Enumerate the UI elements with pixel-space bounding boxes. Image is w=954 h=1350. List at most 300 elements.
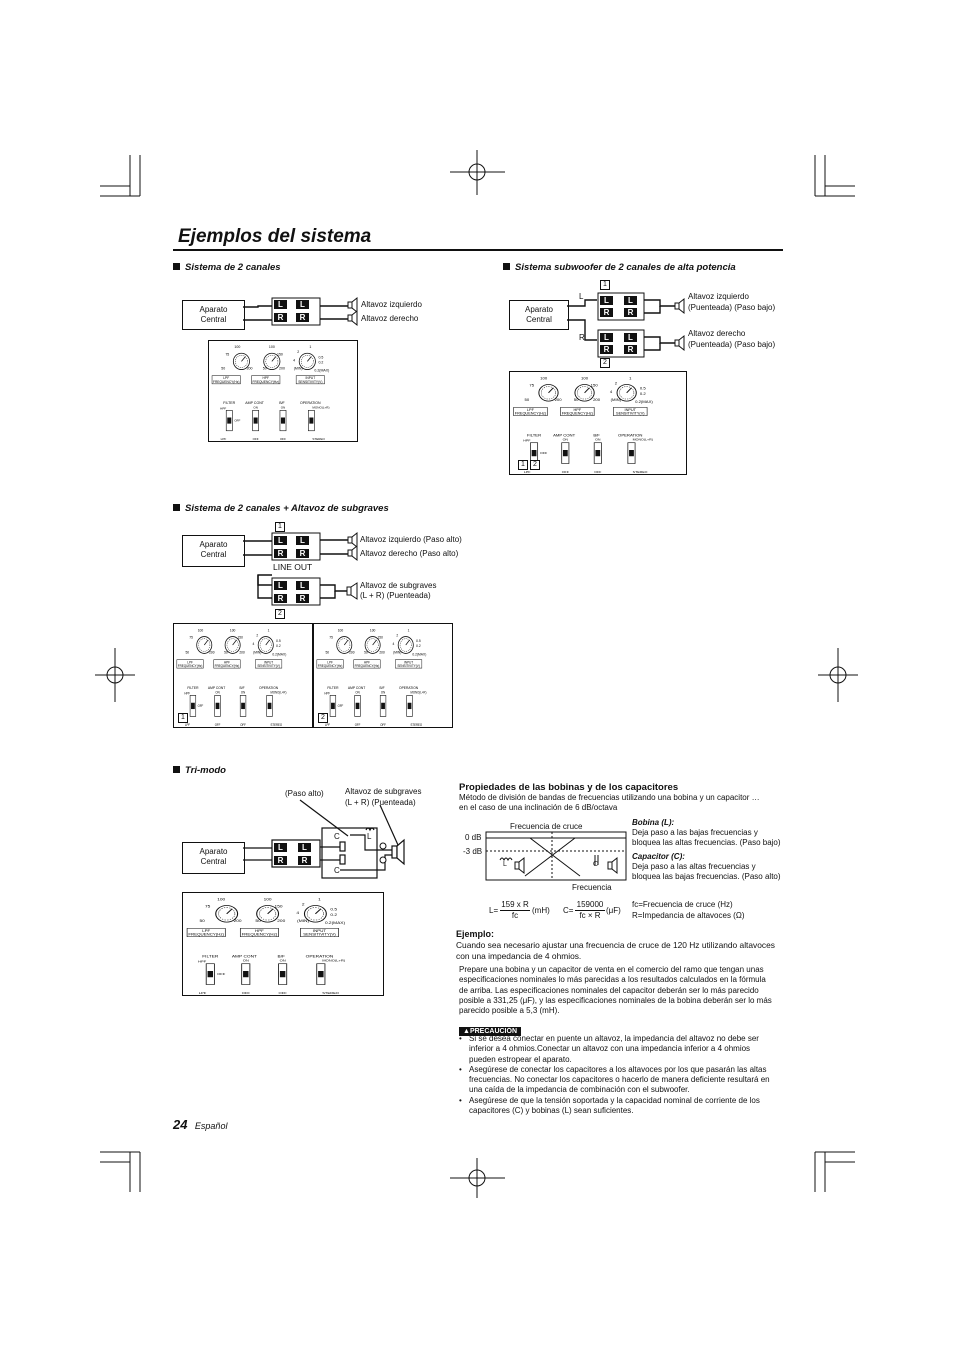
svg-text:100: 100 (234, 345, 241, 350)
svg-text:HPF: HPF (573, 408, 582, 412)
page-language: Español (194, 1121, 228, 1131)
channel-L-badge: L (296, 536, 309, 545)
svg-text:OFF: OFF (380, 722, 386, 727)
svg-text:ON: ON (279, 959, 286, 963)
svg-text:OPERATION: OPERATION (399, 685, 419, 691)
caution-line: • Si se desea conectar en puente un altavoz, la impedancia del altavoz no debe ser (469, 1034, 759, 1043)
formula-C-numerator: 159000 (575, 900, 605, 911)
svg-text:MONO(L+R): MONO(L+R) (270, 690, 287, 695)
svg-text:100: 100 (197, 628, 204, 633)
coils-heading: Propiedades de las bobinas y de los capacitores (459, 782, 679, 793)
right-high-label: Altavoz derecho (Paso alto) (360, 549, 459, 558)
svg-text:LPF: LPF (526, 408, 534, 412)
warning-icon: ▲ (463, 1028, 470, 1035)
svg-text:FILTER: FILTER (526, 432, 542, 438)
svg-text:INPUT: INPUT (264, 660, 274, 665)
svg-text:MONO(L+R): MONO(L+R) (322, 959, 346, 963)
svg-text:HPF: HPF (324, 691, 331, 696)
caution-item (459, 1096, 784, 1117)
svg-text:ON: ON (355, 690, 360, 695)
caution-line: • Asegúrese de que la tensión soportada y la capacidad nominal de corriente de los (469, 1095, 760, 1105)
svg-text:200: 200 (593, 397, 601, 403)
channel-R-out-badge: R (296, 313, 309, 322)
svg-text:FREQUENCY(Hz): FREQUENCY(Hz) (514, 411, 547, 416)
channel-L-badge: L (600, 296, 613, 305)
graph-cap-C-label: C (593, 861, 599, 868)
svg-text:OPERATION: OPERATION (618, 432, 643, 438)
crossover-label: Frecuencia de cruce (510, 822, 583, 831)
section-heading-tri-mode (173, 765, 226, 776)
svg-text:ON: ON (380, 690, 386, 695)
svg-text:AMP CONT: AMP CONT (231, 954, 257, 959)
caution-label: PRECAUCIÓN (469, 1028, 517, 1035)
coils-intro-2: en el caso de una inclinación de 6 dB/octava (459, 803, 618, 812)
svg-text:B/F: B/F (239, 685, 245, 691)
section-heading-subwoofer (503, 262, 736, 273)
svg-text:50: 50 (262, 366, 267, 371)
caution-list (459, 1034, 784, 1116)
svg-text:HPF: HPF (184, 691, 191, 696)
svg-text:2: 2 (301, 902, 305, 907)
svg-text:0.2: 0.2 (318, 360, 324, 365)
amp-control-panel (208, 340, 358, 442)
svg-text:LPF: LPF (220, 436, 227, 441)
svg-text:SENSITIVITY(V): SENSITIVITY(V) (257, 663, 280, 669)
svg-text:B/F: B/F (277, 954, 285, 959)
svg-text:INPUT: INPUT (305, 376, 316, 381)
head-unit-label-1: Aparato (199, 305, 228, 314)
square-bullet-icon (173, 504, 180, 511)
svg-text:50: 50 (221, 366, 226, 371)
example-lead (456, 940, 775, 962)
section-heading-two-channel-sub (173, 503, 389, 514)
svg-text:FILTER: FILTER (202, 954, 219, 959)
svg-text:50: 50 (255, 918, 261, 923)
amp-panel-drawing (183, 893, 385, 997)
svg-text:FREQUENCY(Hz): FREQUENCY(Hz) (317, 663, 343, 669)
svg-text:INPUT: INPUT (312, 928, 327, 933)
svg-text:FREQUENCY(Hz): FREQUENCY(Hz) (212, 379, 240, 384)
example-body-4: posible a 331,25 (μF), y las especificaciones nominales de la bobina deberán ser lo más (459, 995, 772, 1005)
svg-text:STEREO: STEREO (312, 436, 325, 441)
db0-label: 0 dB (465, 833, 482, 842)
svg-text:FREQUENCY(Hz): FREQUENCY(Hz) (252, 379, 279, 384)
svg-text:1: 1 (309, 345, 312, 350)
example-body-1: Prepare una bobina y un capacitor de venta en el comercio del ramo que tengan unas (459, 965, 764, 974)
svg-text:SENSITIVITY(V): SENSITIVITY(V) (616, 411, 645, 416)
svg-text:100: 100 (581, 375, 589, 381)
svg-text:LPF: LPF (223, 376, 230, 381)
channel-R-badge: R (624, 308, 637, 317)
head-unit-box (182, 300, 245, 330)
svg-text:4: 4 (609, 389, 613, 394)
svg-text:STEREO: STEREO (322, 991, 339, 995)
head-unit-label-1: Aparato (199, 847, 228, 856)
example-body (459, 965, 772, 1016)
svg-text:1: 1 (318, 896, 321, 902)
section-heading-two-channel (173, 262, 281, 273)
svg-text:100: 100 (263, 896, 272, 902)
svg-text:OFF: OFF (241, 991, 250, 995)
channel-R-badge: R (274, 856, 287, 865)
left-bridged-label-1: Altavoz izquierdo (688, 292, 749, 301)
channel-L-badge: L (274, 843, 287, 852)
svg-text:OPERATION: OPERATION (305, 954, 334, 959)
formula-L-prefix: L= (489, 906, 499, 915)
svg-text:ON: ON (562, 437, 569, 442)
svg-text:OFF: OFF (594, 470, 602, 474)
svg-text:OFF: OFF (279, 436, 287, 441)
square-bullet-icon (503, 263, 510, 270)
svg-text:(MIN): (MIN) (297, 918, 310, 923)
section-label: Sistema subwoofer de 2 canales de alta potencia (515, 262, 736, 273)
right-bridged-label-1: Altavoz derecho (688, 329, 746, 338)
svg-text:50: 50 (524, 397, 530, 403)
left-speaker-label: Altavoz izquierdo (361, 300, 422, 309)
svg-text:150: 150 (590, 382, 598, 388)
svg-text:B/F: B/F (279, 401, 285, 406)
capacitor-C-label: C (334, 832, 340, 841)
svg-text:75: 75 (225, 352, 230, 357)
svg-text:OFF: OFF (354, 722, 361, 727)
amp-control-panel (509, 371, 687, 475)
svg-text:OFF: OFF (240, 722, 246, 727)
head-unit-label-2: Central (200, 857, 227, 866)
svg-text:LPF: LPF (184, 722, 191, 727)
svg-text:INPUT: INPUT (624, 408, 637, 412)
L-input-label: L (579, 292, 584, 301)
svg-text:OFF: OFF (278, 991, 287, 995)
amp-number-2: 2 (275, 609, 285, 619)
page-title: Ejemplos del sistema (178, 226, 372, 247)
svg-text:HPF: HPF (220, 406, 227, 411)
title-rule (173, 249, 783, 251)
svg-text:FREQUENCY(Hz): FREQUENCY(Hz) (188, 932, 225, 937)
speaker-icon (674, 336, 688, 350)
svg-text:0.2: 0.2 (276, 643, 281, 649)
example-lead-2: con una impedancia de 4 ohmios. (456, 951, 582, 961)
svg-text:FILTER: FILTER (187, 685, 199, 691)
svg-text:0.2: 0.2 (416, 643, 421, 649)
svg-text:1: 1 (407, 628, 410, 633)
svg-text:OFF: OFF (217, 972, 226, 977)
svg-text:0.5: 0.5 (639, 385, 646, 391)
example-heading: Ejemplo: (456, 929, 495, 939)
svg-text:OPERATION: OPERATION (300, 401, 321, 406)
svg-text:100: 100 (369, 628, 376, 633)
svg-text:150: 150 (377, 635, 383, 640)
svg-text:2: 2 (256, 633, 259, 638)
svg-text:150: 150 (237, 635, 243, 640)
svg-text:0.2: 0.2 (330, 912, 338, 917)
panel-number-label: 1 (178, 713, 188, 723)
svg-text:FILTER: FILTER (223, 401, 236, 406)
channel-R-badge: R (600, 308, 613, 317)
svg-text:B/F: B/F (379, 685, 385, 691)
channel-R-badge: R (274, 549, 287, 558)
channel-R-badge: R (296, 594, 309, 603)
paso-alto-label: (Paso alto) (285, 789, 324, 798)
svg-text:0.5: 0.5 (318, 355, 324, 360)
channel-L-badge: L (274, 536, 287, 545)
svg-text:OFF: OFF (252, 436, 259, 441)
svg-text:200: 200 (554, 397, 562, 403)
svg-text:150: 150 (274, 904, 283, 909)
svg-text:MONO(L+R): MONO(L+R) (632, 437, 653, 442)
bobina-desc-1: Deja paso a las bajas frecuencias y (632, 828, 758, 837)
page-number: 24 (173, 1117, 188, 1132)
svg-text:200: 200 (239, 650, 245, 655)
amp-panel-drawing (314, 624, 454, 729)
channel-R-badge: R (274, 594, 287, 603)
square-bullet-icon (173, 263, 180, 270)
formula-C-unit: (μF) (606, 906, 621, 915)
svg-text:200: 200 (279, 366, 285, 371)
svg-text:0.5: 0.5 (416, 638, 421, 643)
svg-text:4: 4 (392, 641, 395, 647)
formula-C-prefix: C= (563, 906, 574, 915)
svg-text:HPF: HPF (255, 928, 264, 933)
head-unit-label-2: Central (200, 315, 227, 324)
svg-text:STEREO: STEREO (410, 722, 423, 727)
svg-text:AMP CONT: AMP CONT (245, 401, 264, 406)
amp-control-panel (313, 623, 453, 728)
svg-text:200: 200 (277, 918, 286, 923)
svg-text:OFF: OFF (561, 470, 569, 474)
svg-text:OFF: OFF (234, 418, 241, 423)
capacitor-desc-1: Deja paso a las altas frecuencias y (632, 862, 756, 871)
line-out-label: LINE OUT (273, 562, 313, 572)
svg-text:100: 100 (217, 896, 226, 902)
svg-text:SENSITIVITY(V): SENSITIVITY(V) (397, 663, 420, 669)
left-bridged-label-2: (Puenteada) (Paso bajo) (688, 303, 776, 312)
square-bullet-icon (173, 766, 180, 773)
head-unit-box-2 (509, 300, 569, 330)
svg-text:50: 50 (185, 650, 190, 655)
svg-text:OFF: OFF (337, 703, 344, 709)
formula-L-unit: (mH) (532, 906, 550, 915)
channel-R-badge: R (298, 856, 311, 865)
amp-control-panel (173, 623, 313, 728)
svg-text:0.2(MAX): 0.2(MAX) (272, 652, 287, 657)
head-unit-box-3 (182, 535, 245, 567)
formula-legend-2: R=Impedancia de altavoces (Ω) (632, 911, 745, 920)
formula-C-denominator: fc × R (579, 911, 601, 920)
svg-text:50: 50 (199, 918, 205, 923)
right-bridged-label-2: (Puenteada) (Paso bajo) (688, 340, 776, 349)
svg-text:ON: ON (215, 690, 220, 695)
svg-text:STEREO: STEREO (632, 470, 648, 474)
panel-number-label: 2 (318, 713, 328, 723)
caution-line: frecuencias. No conectar los capacitores o hacerlo de manera deficiente resultará en (469, 1075, 770, 1085)
svg-text:HPF: HPF (523, 438, 531, 443)
svg-text:LPF: LPF (327, 660, 333, 665)
svg-text:OFF: OFF (197, 703, 204, 709)
svg-text:0.2(MAX): 0.2(MAX) (314, 368, 330, 373)
channel-R-badge: R (296, 549, 309, 558)
svg-text:0.5: 0.5 (276, 638, 281, 643)
svg-text:75: 75 (204, 904, 211, 909)
svg-text:HPF: HPF (262, 376, 269, 381)
svg-text:150: 150 (276, 352, 283, 357)
right-speaker-label: Altavoz derecho (361, 314, 419, 323)
svg-text:OFF: OFF (540, 451, 548, 456)
head-unit-label-2: Central (200, 550, 227, 559)
caution-line: capacitores (C) y bobinas (L) sean suficientes. (469, 1106, 634, 1116)
caution-line: pueden estropear el aparato. (469, 1054, 572, 1064)
svg-text:ON: ON (253, 405, 258, 410)
section-label: Tri-modo (185, 765, 226, 776)
caution-item (459, 1065, 784, 1096)
svg-text:AMP CONT: AMP CONT (347, 685, 366, 691)
channel-R-badge: R (600, 345, 613, 354)
channel-L-out-badge: L (296, 300, 309, 309)
R-input-label: R (579, 333, 585, 342)
amp-number-1: 1 (600, 280, 610, 290)
head-unit-box-4 (182, 842, 245, 874)
formula-L-denominator: fc (511, 911, 519, 920)
svg-text:2: 2 (297, 350, 300, 355)
svg-text:0.2(MAX): 0.2(MAX) (412, 652, 427, 657)
svg-text:HPF: HPF (198, 960, 207, 964)
head-unit-label-2: Central (526, 315, 552, 324)
svg-text:100: 100 (268, 345, 275, 350)
svg-text:STEREO: STEREO (270, 722, 283, 727)
svg-text:HPF: HPF (363, 660, 370, 665)
caution-line: inferior a 4 ohmios.Conectar un altavoz con una impedancia inferior a 4 ohmios (469, 1044, 751, 1054)
svg-text:LPF: LPF (198, 991, 207, 995)
svg-text:INPUT: INPUT (404, 660, 414, 665)
sub-label-1: Altavoz de subgraves (360, 581, 437, 590)
channel-L-badge: L (274, 581, 287, 590)
svg-text:0.2(MAX): 0.2(MAX) (635, 399, 653, 405)
subwoofer-icon (346, 583, 360, 599)
svg-text:1: 1 (267, 628, 270, 633)
channel-R-badge: R (274, 313, 287, 322)
svg-text:2: 2 (614, 380, 618, 386)
svg-text:ON: ON (240, 690, 246, 695)
channel-R-badge: R (624, 345, 637, 354)
svg-text:FREQUENCY(Hz): FREQUENCY(Hz) (241, 932, 278, 937)
amp-panel-drawing (209, 341, 359, 443)
section-label: Sistema de 2 canales + Altavoz de subgraves (185, 503, 389, 514)
formula-L-numerator: 159 x R (500, 900, 530, 911)
caution-line: una caída de la impedancia de combinación con el subwoofer. (469, 1085, 690, 1095)
formula-legend-1: fc=Frecuencia de cruce (Hz) (632, 900, 733, 909)
svg-text:200: 200 (246, 366, 253, 371)
example-body-3: de arriba. Las especificaciones nominales del capacitor deberán ser lo más parecido (459, 985, 759, 995)
frequency-label: Frecuencia (572, 883, 612, 892)
svg-text:2: 2 (396, 633, 399, 638)
svg-text:50: 50 (224, 650, 228, 655)
coils-intro-1: Método de división de bandas de frecuencias utilizando una bobina y un capacitor … (459, 793, 760, 802)
svg-text:75: 75 (329, 635, 333, 640)
channel-L-badge: L (624, 333, 637, 342)
capacitor-title: Capacitor (C): (632, 852, 685, 861)
svg-text:0.5: 0.5 (330, 907, 338, 912)
svg-text:LPF: LPF (324, 722, 331, 727)
svg-text:LPF: LPF (523, 470, 531, 474)
svg-text:0.2: 0.2 (639, 391, 646, 396)
svg-text:0.2(MAX): 0.2(MAX) (324, 920, 346, 926)
svg-text:100: 100 (337, 628, 344, 633)
svg-text:(MIN): (MIN) (393, 650, 402, 655)
svg-text:ON: ON (242, 959, 249, 963)
amp-number-1: 1 (275, 522, 285, 532)
svg-text:ON: ON (595, 437, 601, 442)
svg-text:B/F: B/F (593, 432, 600, 438)
example-body-2: especificaciones nominales lo más parecidas a los resultados calculados en la fórmula (459, 975, 766, 985)
svg-text:100: 100 (229, 628, 236, 633)
svg-text:AMP CONT: AMP CONT (207, 685, 226, 691)
svg-text:50: 50 (364, 650, 368, 655)
svg-text:MONO(L+R): MONO(L+R) (410, 690, 427, 695)
channel-L-badge: L (274, 300, 287, 309)
svg-text:50: 50 (573, 397, 579, 403)
svg-text:LPF: LPF (202, 928, 211, 933)
svg-text:4: 4 (252, 641, 255, 647)
svg-text:100: 100 (540, 375, 548, 381)
svg-text:4: 4 (293, 358, 296, 363)
svg-text:HPF: HPF (223, 660, 230, 665)
speaker-icon (674, 299, 688, 313)
capacitor-desc-2: bloquea las bajas frecuencias. (Paso alto) (632, 872, 781, 881)
svg-text:75: 75 (189, 635, 193, 640)
svg-text:FILTER: FILTER (327, 685, 339, 691)
tri-sub-label-2: (L + R) (Puenteada) (345, 798, 416, 807)
svg-text:50: 50 (325, 650, 330, 655)
svg-text:(MIN): (MIN) (253, 650, 262, 655)
panel-number-label: 2 (530, 460, 540, 470)
svg-text:FREQUENCY(Hz): FREQUENCY(Hz) (354, 663, 380, 669)
svg-text:1: 1 (629, 375, 632, 381)
channel-L-badge: L (624, 296, 637, 305)
channel-L-badge: L (600, 333, 613, 342)
svg-text:FREQUENCY(Hz): FREQUENCY(Hz) (214, 663, 240, 669)
bobina-title: Bobina (L): (632, 818, 675, 827)
bobina-desc-2: bloquea las altas frecuencias. (Paso bajo) (632, 838, 781, 847)
svg-text:SENSITIVITY(V): SENSITIVITY(V) (298, 379, 323, 384)
channel-L-badge: L (298, 843, 311, 852)
graph-coil-L-label: L (503, 861, 507, 868)
amp-control-panel (182, 892, 384, 996)
section-label: Sistema de 2 canales (185, 262, 281, 273)
example-lead-1: Cuando sea necesario ajustar una frecuencia de cruce de 120 Hz utilizando altavoces (456, 940, 775, 950)
amp-number-2: 2 (600, 358, 610, 368)
svg-text:200: 200 (379, 650, 385, 655)
svg-text:FREQUENCY(Hz): FREQUENCY(Hz) (177, 663, 203, 669)
example-body-5: parecido posible a 5,3 (mH). (459, 1006, 560, 1016)
svg-text:200: 200 (209, 650, 215, 655)
page-footer (173, 1116, 227, 1134)
tri-sub-label-1: Altavoz de subgraves (345, 787, 422, 796)
coil-L-label: L (367, 832, 372, 841)
svg-text:MONO(L+R): MONO(L+R) (312, 405, 330, 410)
svg-text:(MIN): (MIN) (293, 366, 303, 371)
left-high-label: Altavoz izquierdo (Paso alto) (360, 535, 462, 544)
svg-text:LPF: LPF (187, 660, 193, 665)
db3-label: -3 dB (463, 847, 483, 856)
caution-line: • Asegúrese de conectar los capacitores a los altavoces por los que pasarán las altas (469, 1064, 767, 1074)
svg-text:(MIN): (MIN) (610, 397, 622, 403)
svg-text:FREQUENCY(Hz): FREQUENCY(Hz) (561, 411, 593, 416)
svg-text:AMP CONT: AMP CONT (553, 432, 576, 438)
sub-label-2: (L + R) (Puenteada) (360, 591, 431, 600)
svg-text:4: 4 (296, 910, 300, 915)
channel-L-badge: L (296, 581, 309, 590)
svg-text:OFF: OFF (214, 722, 221, 727)
svg-text:200: 200 (233, 918, 242, 923)
